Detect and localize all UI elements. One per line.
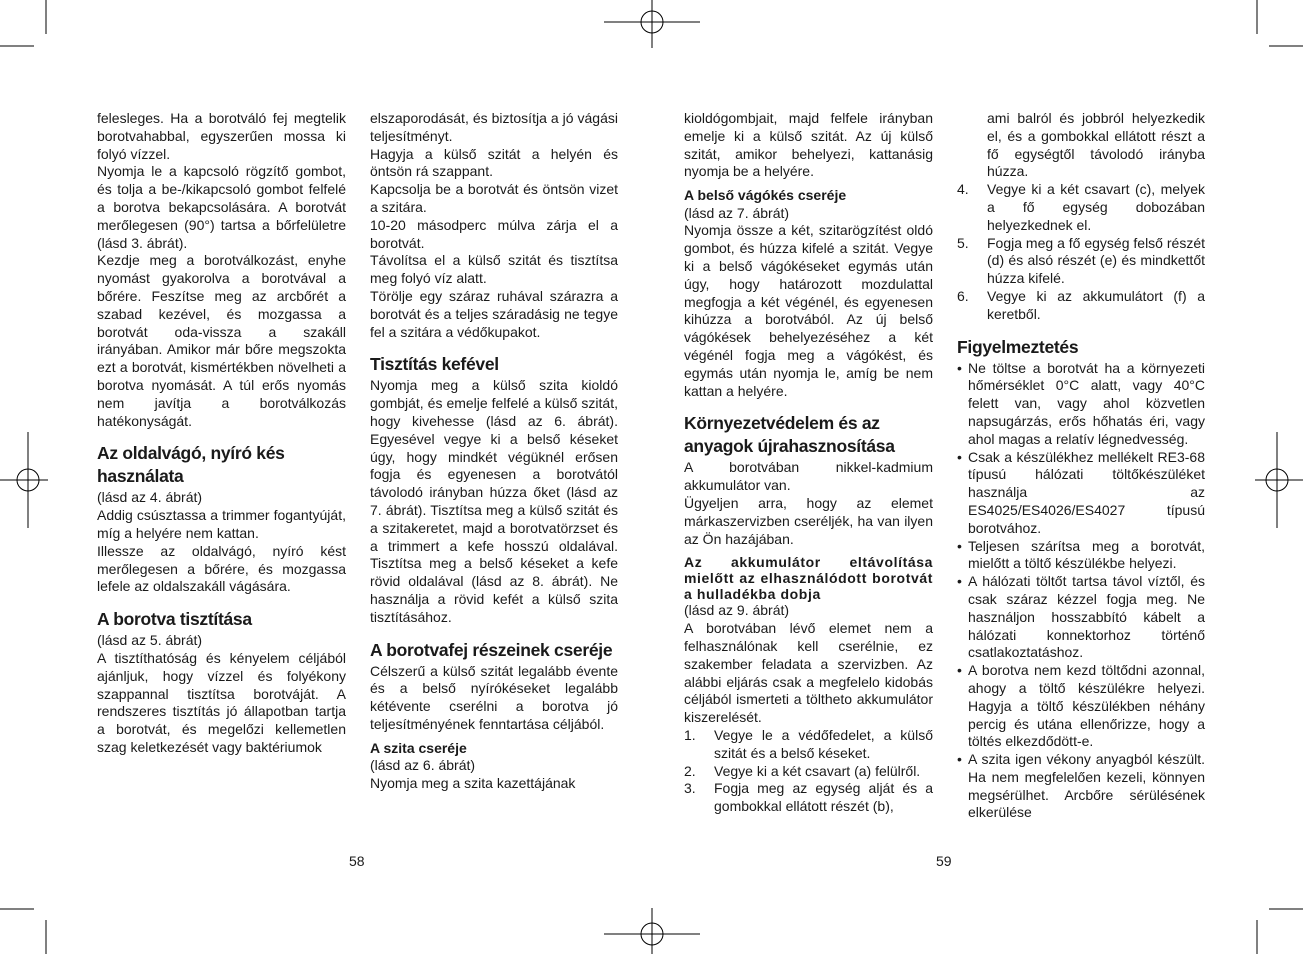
paragraph: Célszerű a külső szitát legalább évente és a belső nyírókéseket legalább kétévente cserélni a borotva jó teljesítményének fenntartása céljából. (370, 662, 618, 732)
subheading-inner-blade: A belső vágókés cseréje (684, 187, 847, 204)
subheading-battery-removal: Az akkumulátor eltávolítása mielőtt az elhasználódott borotvát a hulladékba dobja (684, 554, 933, 603)
list-item (684, 763, 933, 781)
page-59-column-1 (684, 110, 933, 816)
bullet-text: Ne töltse a borotvát ha a környezeti hőmérséklet 0°C alatt, vagy 40°C felett van, vagy ahol közvetlen napsugárzás, erős hőhatás éri, vagy ahol magas a relatív légnedvesség. (968, 359, 1205, 447)
paragraph: Nyomja le a kapcsoló rögzítő gombot, és tolja a be-/kikapcsoló gombot felfelé a borotva bekapcsolására. A borotvát merőlegesen (90°) tartsa a bőrfelületre (lásd 3. ábrát). (97, 163, 346, 251)
page-58-column-2 (370, 110, 618, 793)
list-text: Vegye ki a két csavart (c), melyek a fő egység dobozában helyezkednek el. (987, 181, 1205, 233)
bullet-text: Teljesen szárítsa meg a borotvát, mielőtt a töltő készülékbe helyezi. (968, 537, 1205, 572)
list-item (957, 235, 1205, 288)
bullet-item (957, 751, 1205, 822)
paragraph: Ügyeljen arra, hogy az elemet márkaszervizben cseréljék, ha van ilyen az Ön hazájában. (684, 495, 933, 547)
bullet-text: A borotva nem kezd töltődni azonnal, ahogy a töltő készülékre helyezi. Hagyja a töltő készülékben néhány percig és utána ellenőrizze, hogy a töltés elkezdődött-e. (968, 662, 1205, 750)
page-59-column-2 (957, 110, 1205, 822)
paragraph: Nyomja meg a külső szita kioldó gombját, és emelje felfelé a külső szitát, hogy kivehesse (lásd az 6. ábrát). Egyesével vegye ki a belső késeket úgy, hogy mindkét végüknél erősen fogja és egyenesen a borotvától távolodó irányban húzza őket (lásd az 7. ábrát). Tisztítsa meg a külső szitát és a szitakeretet, majd a borotvatörzset és a trimmert a kefe hosszú oldalával. Tisztítsa meg a belső késeket a kefe rövid oldalával (lásd az 8. ábrát). Ne használja a rövid kefét a külső szita tisztításához. (370, 377, 618, 625)
list-item (957, 288, 1205, 324)
bullet-icon: • (957, 573, 962, 590)
paragraph: Távolítsa el a külső szitát és tisztítsa meg folyó víz alatt. (370, 252, 618, 287)
page-58-column-1 (97, 110, 346, 757)
figure-reference: (lásd az 7. ábrát) (684, 204, 790, 221)
paragraph: kioldógombjait, majd felfele irányban emelje ki a külső szitát. Az új külső szitát, amikor behelyezi, kattanásig nyomja be a helyére. (684, 110, 933, 180)
bullet-item (957, 662, 1205, 751)
figure-reference: (lásd az 6. ábrát) (370, 757, 476, 774)
list-item (957, 181, 1205, 234)
list-item (684, 780, 933, 816)
paragraph: A borotvában lévő elemet nem a felhasználónak kell cserélnie, ez szakember feladata a szervizben. Az alábbi eljárás csak a megfelelo kidobás céljából ismerteti a töltheto akkumulátor kiszerelését. (684, 620, 933, 726)
page-number-right: 59 (936, 853, 952, 869)
heading-trimmer: Az oldalvágó, nyíró kés használata (97, 443, 285, 487)
figure-reference: (lásd az 9. ábrát) (684, 602, 790, 619)
list-number: 4. (957, 181, 969, 198)
paragraph: A borotvában nikkel-kadmium akkumulátor van. (684, 459, 933, 494)
paragraph: Addig csúsztassa a trimmer fogantyúját, míg a helyére nem kattan. (97, 507, 346, 541)
heading-cleaning: A borotva tisztítása (97, 609, 252, 630)
list-text: Vegye le a védőfedelet, a külső szitát és a belső késeket. (714, 727, 933, 761)
registration-mark-right (1253, 432, 1303, 528)
list-number: 3. (684, 780, 696, 797)
bullet-icon: • (957, 662, 962, 679)
paragraph: Illessze az oldalvágó, nyíró kést merőlegesen a bőrére, és mozgassa lefele az oldalszakáll vágására. (97, 542, 346, 595)
paragraph: 10-20 másodperc múlva zárja el a borotvát. (370, 216, 618, 251)
paragraph: Nyomja meg a szita kazettájának (370, 775, 576, 791)
paragraph: A tisztíthatóság és kényelem céljából ajánljuk, hogy vízzel és folyékony szappannal tisztítsa borotváját. A rendszeres tisztítás jó állapotban tartja a borotvát, és megelőzi kellemetlen szag keletkezését vagy baktériumok (97, 649, 346, 755)
list-number: 2. (684, 762, 696, 779)
bullet-text: Csak a készülékhez mellékelt RE3-68 típusú hálózati töltőkészüléket használja az ES4025/ES4026/ES4027 típusú borotvához. (968, 448, 1205, 536)
list-number: 6. (957, 287, 969, 304)
bullet-item (957, 573, 1205, 662)
list-text: Fogja meg az egység alját és a gombokkal ellátott részét (b), (714, 780, 933, 815)
bullet-icon: • (957, 359, 962, 376)
paragraph: Törölje egy száraz ruhával szárazra a borotvát és a teljes száradásig ne tegye fel a szitára a védőkupakot. (370, 287, 618, 340)
list-text: Fogja meg a fő egység felső részét (d) és alsó részét (e) és mindkettőt húzza kifelé. (987, 234, 1205, 287)
heading-environment: Környezetvédelem és az anyagok újrahasznosítása (684, 413, 895, 457)
subheading-foil-replacement: A szita cseréje (370, 739, 467, 756)
list-item (684, 727, 933, 763)
registration-mark-left (0, 432, 50, 528)
bullet-item (957, 360, 1205, 449)
paragraph: elszaporodását, és biztosítja a jó vágási teljesítményt. (370, 110, 618, 144)
bullet-text: A hálózati töltőt tartsa távol víztől, és csak száraz kézzel fogja meg. Ne használjon hosszabbító kábelt a hálózati konnektorhoz történő csatlakoztatáshoz. (968, 573, 1205, 661)
bullet-icon: • (957, 751, 962, 768)
paragraph: Kezdje meg a borotválkozást, enyhe nyomást gyakorolva a borotvával a bőrére. Feszítse meg az arcbőrét a szabad kezével, és mozgassa a borotvát oda-vissza a szakáll irányában. Amikor már bőre megszokta ezt a borotvát, kismértékben növelheti a borotva nyomását. A túl erős nyomás nem javítja a borotválkozás hatékonyságát. (97, 252, 346, 429)
list-text: Vegye ki a két csavart (a) felülről. (714, 762, 921, 779)
list-number: 5. (957, 234, 969, 251)
figure-reference: (lásd az 4. ábrát) (97, 489, 203, 506)
heading-brush-cleaning: Tisztítás kefével (370, 354, 499, 375)
paragraph: Kapcsolja be a borotvát és öntsön vizet a szitára. (370, 181, 618, 215)
paragraph: felesleges. Ha a borotváló fej megtelik borotvahabbal, egyszerűen mossa ki folyó vízzel. (97, 110, 346, 162)
registration-mark-bottom (604, 906, 700, 954)
paragraph: Nyomja össze a két, szitarögzítést oldó gombot, és húzza kifelé a szitát. Vegye ki a belső vágókéseket egymás után úgy, hogy határozott mozdulattal megfogja a két végénél, és egyenesen kihúzza a borotvából. Az új belső vágókések behelyezéséhez a két végénél fogja meg a vágókést, és egymás után nyomja le, amíg be nem kattan a helyére. (684, 222, 933, 399)
list-number: 1. (684, 727, 696, 744)
registration-mark-top (604, 0, 700, 50)
figure-reference: (lásd az 5. ábrát) (97, 632, 203, 649)
bullet-text: A szita igen vékony anyagból készült. Ha nem megfelelően kezeli, könnyen megsérülhet. Arcbőre sérülésének elkerülése (968, 751, 1205, 821)
bullet-icon: • (957, 537, 962, 554)
heading-parts-replacement: A borotvafej részeinek cseréje (370, 639, 613, 660)
bullet-item (957, 538, 1205, 574)
bullet-icon: • (957, 448, 962, 465)
list-text: Vegye ki az akkumulátort (f) a keretből. (987, 287, 1205, 322)
bullet-item (957, 449, 1205, 538)
list-continuation: ami balról és jobbról helyezkedik el, és a gombokkal ellátott részt a fő egységtől távolodó irányba húzza. (987, 110, 1205, 180)
paragraph: Hagyja a külső szitát a helyén és öntsön rá szappant. (370, 145, 618, 180)
page-number-left: 58 (349, 853, 365, 869)
heading-warning: Figyelmeztetés (957, 336, 1079, 357)
